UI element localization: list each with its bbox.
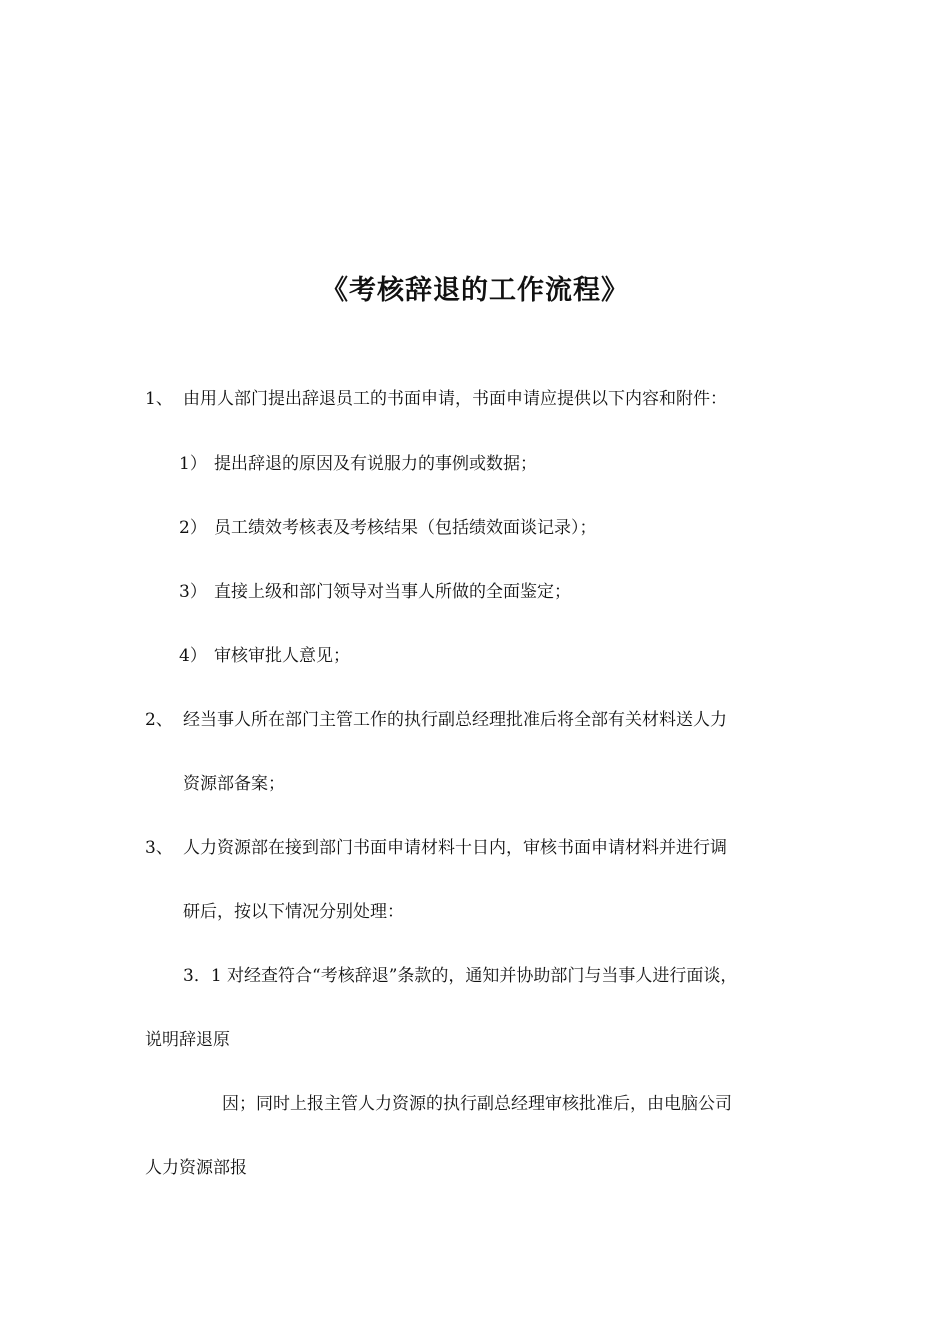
item-text: 直接上级和部门领导对当事人所做的全面鉴定； <box>214 582 571 602</box>
item-number: 3） <box>179 582 207 602</box>
paragraph-line: 因；同时上报主管人力资源的执行副总经理审核批准后，由电脑公司 <box>222 1094 732 1114</box>
clause-3-1: 3．1 对经查符合“考核辞退”条款的，通知并协助部门与当事人进行面谈， <box>183 966 738 986</box>
sub-item-3 <box>179 581 571 603</box>
item-number: 1） <box>179 454 207 474</box>
item-text: 提出辞退的原因及有说服力的事例或数据； <box>214 454 537 474</box>
paragraph-line-continuation: 人力资源部报 <box>145 1158 247 1178</box>
item-text: 经当事人所在部门主管工作的执行副总经理批准后将全部有关材料送人力 <box>183 710 727 730</box>
item-text: 审核审批人意见； <box>214 646 350 666</box>
sub-item-2 <box>179 517 597 539</box>
document-title: 《考核辞退的工作流程》 <box>321 275 629 306</box>
item-number: 2、 <box>145 710 173 730</box>
item-number: 4） <box>179 646 207 666</box>
list-item-1 <box>145 388 727 410</box>
list-item-2 <box>145 709 727 731</box>
item-text: 由用人部门提出辞退员工的书面申请，书面申请应提供以下内容和附件： <box>183 389 727 409</box>
item-text: 人力资源部在接到部门书面申请材料十日内，审核书面申请材料并进行调 <box>183 838 727 858</box>
sub-item-1 <box>179 453 537 475</box>
clause-3-1-continuation: 说明辞退原 <box>145 1030 230 1050</box>
list-item-3-continuation: 研后，按以下情况分别处理： <box>183 902 404 922</box>
list-item-2-continuation: 资源部备案； <box>183 774 285 794</box>
item-number: 3、 <box>145 838 173 858</box>
list-item-3 <box>145 837 727 859</box>
item-number: 1、 <box>145 389 173 409</box>
item-number: 2） <box>179 518 207 538</box>
sub-item-4 <box>179 645 350 667</box>
item-text: 员工绩效考核表及考核结果（包括绩效面谈记录）； <box>214 518 597 538</box>
